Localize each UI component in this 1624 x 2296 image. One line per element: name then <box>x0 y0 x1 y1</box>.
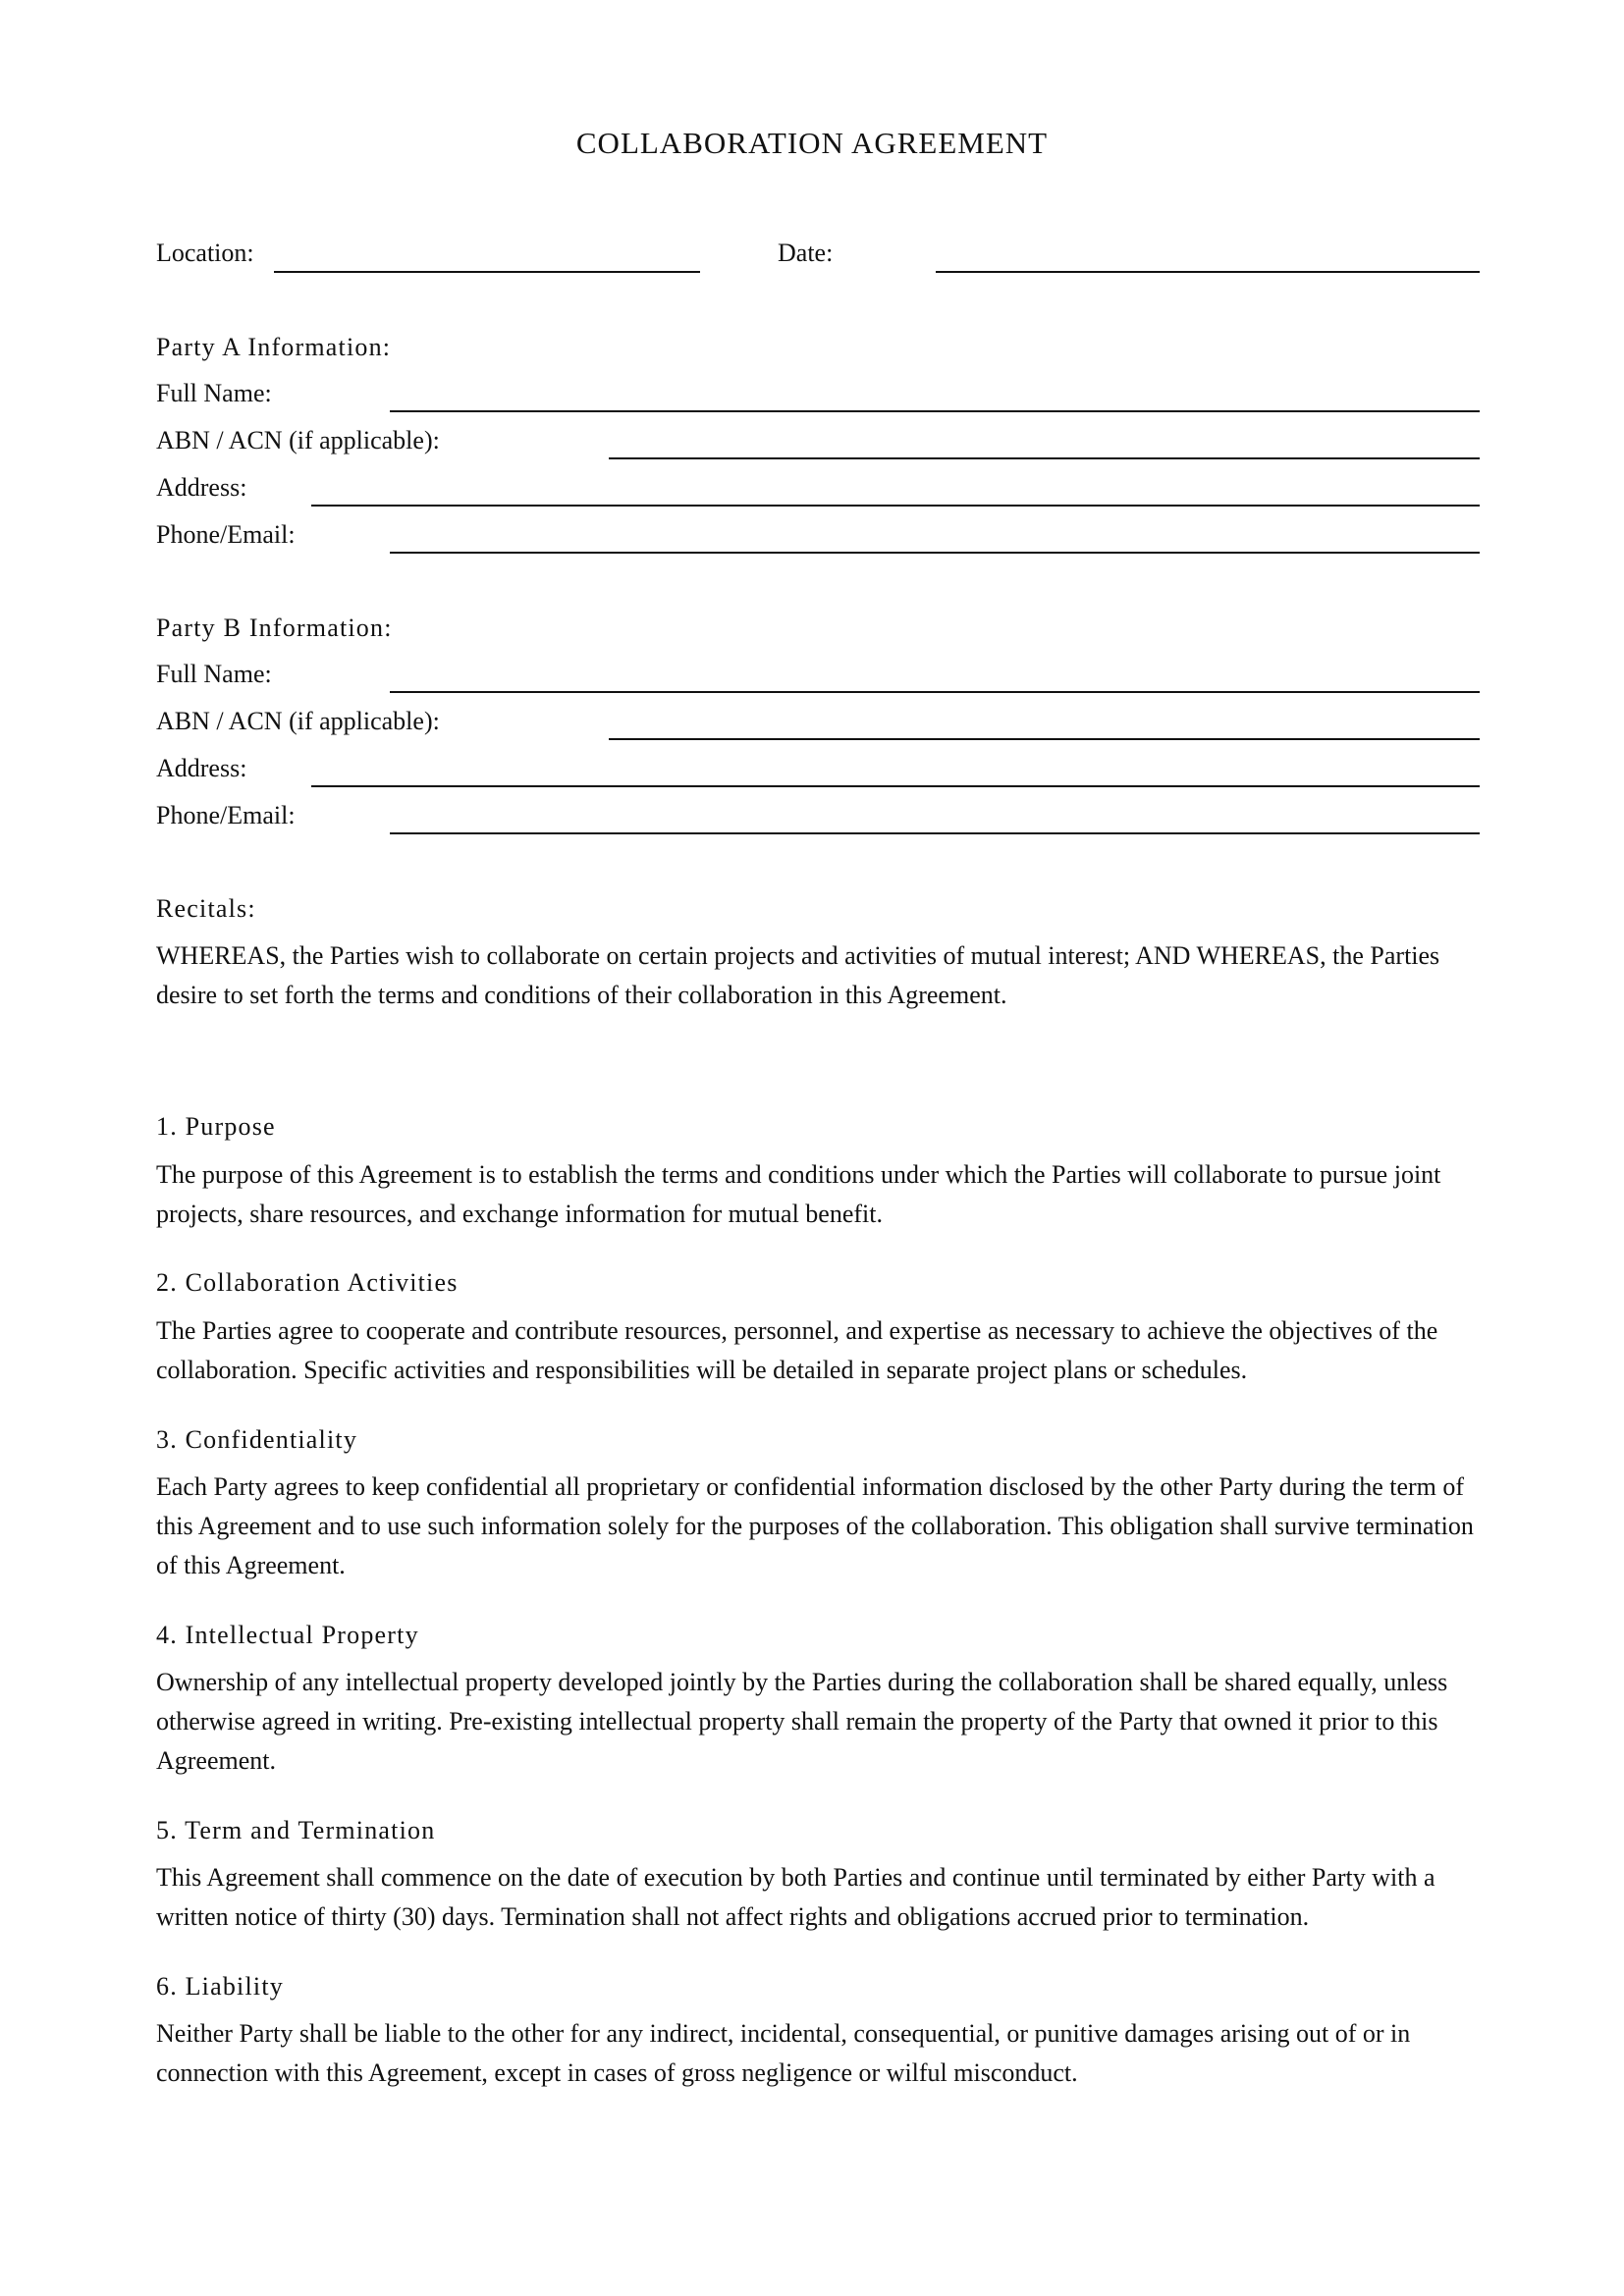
section-2-heading: 2. Collaboration Activities <box>156 1268 459 1297</box>
section-5-heading: 5. Term and Termination <box>156 1816 436 1844</box>
section-3-heading: 3. Confidentiality <box>156 1425 358 1454</box>
date-label: Date: <box>778 239 834 267</box>
party-a-full-name-field[interactable] <box>390 410 1480 412</box>
party-b-full-name-field[interactable] <box>390 691 1480 693</box>
section-1-heading: 1. Purpose <box>156 1112 276 1141</box>
document-title: COLLABORATION AGREEMENT <box>575 126 1049 160</box>
party-a-abn-acn-label: ABN / ACN (if applicable): <box>156 426 440 454</box>
date-field[interactable] <box>936 271 1480 273</box>
location-field[interactable] <box>274 271 700 273</box>
party-a-address-label: Address: <box>156 473 247 502</box>
party-a-abn-acn-field[interactable] <box>609 457 1480 459</box>
party-a-full-name-label: Full Name: <box>156 379 272 407</box>
party-b-phone-email-field[interactable] <box>390 832 1480 834</box>
section-4-heading: 4. Intellectual Property <box>156 1621 419 1649</box>
party-a-address-field[interactable] <box>311 505 1480 507</box>
party-b-heading: Party B Information: <box>156 614 393 642</box>
section-2-text: The Parties agree to cooperate and contribute resources, personnel, and expertise as necessary to achieve the objectives of the collaboration. Specific activities and responsibilities will be detailed in separate project plans or schedules. <box>156 1316 1438 1384</box>
party-b-address-label: Address: <box>156 754 247 782</box>
party-a-heading: Party A Information: <box>156 333 392 361</box>
party-b-abn-acn-field[interactable] <box>609 738 1480 740</box>
party-a-phone-email-label: Phone/Email: <box>156 520 296 549</box>
party-b-full-name-label: Full Name: <box>156 660 272 688</box>
section-3-text: Each Party agrees to keep confidential all proprietary or confidential information disclosed by the other Party during the term of this Agreement and to use such information solely for the purposes of the collaboration. This obligation shall survive termination of this Agreement. <box>156 1472 1474 1579</box>
section-6-text: Neither Party shall be liable to the other for any indirect, incidental, consequential, or punitive damages arising out of or in connection with this Agreement, except in cases of gross negligence or wilful misconduct. <box>156 2019 1411 2087</box>
section-5-text: This Agreement shall commence on the date of execution by both Parties and continue until terminated by either Party with a written notice of thirty (30) days. Termination shall not affect rights and obligations accrued prior to termination. <box>156 1863 1435 1931</box>
party-a-phone-email-field[interactable] <box>390 552 1480 554</box>
location-label: Location: <box>156 239 254 267</box>
section-4-text: Ownership of any intellectual property developed jointly by the Parties during the collaboration shall be shared equally, unless otherwise agreed in writing. Pre-existing intellectual property shall remain the property of the Party that owned it prior to this Agreement. <box>156 1668 1448 1775</box>
party-b-abn-acn-label: ABN / ACN (if applicable): <box>156 707 440 735</box>
recitals-heading: Recitals: <box>156 894 256 923</box>
section-6-heading: 6. Liability <box>156 1972 284 2001</box>
party-b-phone-email-label: Phone/Email: <box>156 801 296 829</box>
section-1-text: The purpose of this Agreement is to establish the terms and conditions under which the Parties will collaborate to pursue joint projects, share resources, and exchange information for mutual benefit. <box>156 1160 1441 1228</box>
party-b-address-field[interactable] <box>311 785 1480 787</box>
recitals-text: WHEREAS, the Parties wish to collaborate on certain projects and activities of mutual interest; AND WHEREAS, the Parties desire to set forth the terms and conditions of their collaboration in this Agreement. <box>156 941 1440 1009</box>
